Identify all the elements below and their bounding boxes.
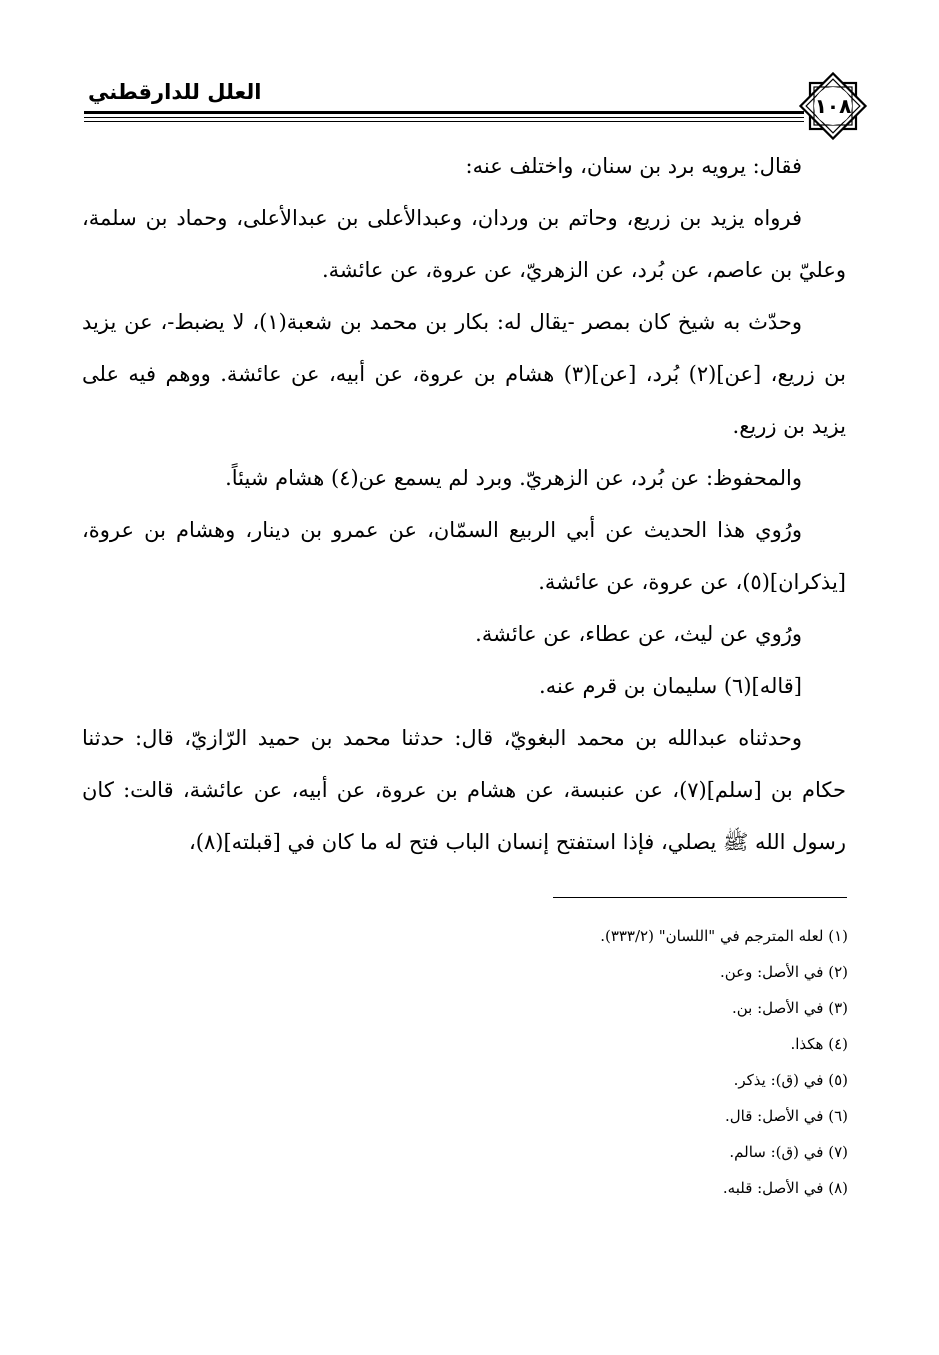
footnote: (٧) في (ق): سالم. bbox=[729, 1143, 848, 1161]
footnote: (٦) في الأصل: قال. bbox=[724, 1107, 848, 1125]
paragraph: ورُوي عن ليث، عن عطاء، عن عائشة. bbox=[475, 622, 802, 646]
header-rule bbox=[84, 121, 804, 122]
footnote: (٨) في الأصل: قلبه. bbox=[722, 1179, 848, 1197]
paragraph: وحدّث به شيخ كان بمصر -يقال له: بكار بن محمد بن شعبة(١)، لا يضبط-، عن يزيد بن زريع، [عن](٢) بُرد، [عن](٣) هشام بن عروة، عن أبيه، عن عائشة. ووهم فيه على يزيد بن زريع. bbox=[82, 310, 846, 438]
header-rule bbox=[84, 117, 804, 118]
paragraph: فقال: يرويه برد بن سنان، واختلف عنه: bbox=[465, 154, 802, 178]
footnote: (٢) في الأصل: وعن. bbox=[719, 963, 848, 981]
main-text bbox=[82, 140, 846, 868]
footnote: (٣) في الأصل: بن. bbox=[732, 999, 848, 1017]
footnote: (٤) هكذا. bbox=[790, 1035, 848, 1053]
paragraph: فرواه يزيد بن زريع، وحاتم بن وردان، وعبدالأعلى بن عبدالأعلى، وحماد بن سلمة، وعليّ بن عاصم، عن بُرد، عن الزهريّ، عن عروة، عن عائشة. bbox=[82, 206, 846, 282]
page-number-badge bbox=[797, 70, 869, 142]
footnote: (٥) في (ق): يذكر. bbox=[733, 1071, 848, 1089]
footnotes bbox=[400, 918, 848, 1206]
paragraph: ورُوي هذا الحديث عن أبي الربيع السمّان، عن عمرو بن دينار، وهشام بن عروة، [يذكران](٥)، عن عروة، عن عائشة. bbox=[82, 518, 846, 594]
paragraph: وحدثناه عبدالله بن محمد البغويّ، قال: حدثنا محمد بن حميد الرّازيّ، قال: حدثنا حكام بن [سلم](٧)، عن عنبسة، عن هشام بن عروة، عن أبيه، عن عائشة، قالت: كان رسول الله ﷺ يصلي، فإذا استفتح إنسان الباب فتح له ما كان في [قبلته](٨)، bbox=[82, 726, 846, 854]
running-title: العلل للدارقطني bbox=[88, 80, 262, 104]
footnote-divider bbox=[553, 897, 847, 898]
footnote: (١) لعله المترجم في "اللسان" (٣٣٣/٢). bbox=[600, 927, 848, 945]
header-rule bbox=[84, 111, 804, 114]
page-number: ١٠٨ bbox=[814, 94, 852, 118]
paragraph: [قاله](٦) سليمان بن قرم عنه. bbox=[539, 674, 802, 698]
paragraph: والمحفوظ: عن بُرد، عن الزهريّ. وبرد لم يسمع عن(٤) هشام شيئاً. bbox=[225, 466, 802, 490]
